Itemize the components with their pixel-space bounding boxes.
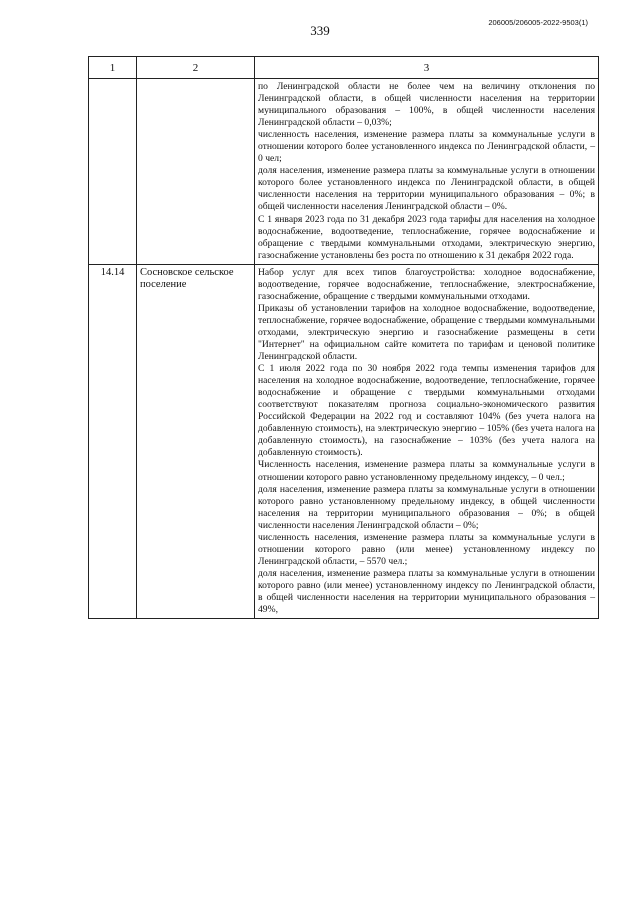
table-header-row bbox=[89, 57, 599, 79]
row-settlement-name: Сосновское сельское поселение bbox=[137, 264, 255, 618]
paragraph: Численность населения, изменение размера платы за коммунальные услуги в отношении которого равно установленному предельному индексу, – 0 чел.; bbox=[258, 459, 595, 483]
paragraph: доля населения, изменение размера платы за коммунальные услуги в отношении которого равно установленному предельному индексу, в общей численности населения на территории муниципального образования – 0%; в общей численности населения Ленинградской области – 0%; bbox=[258, 483, 595, 531]
paragraph: С 1 июля 2022 года по 30 ноября 2022 года темпы изменения тарифов для населения на холодное водоснабжение, водоотведение, теплоснабжение, горячее водоснабжение и обращение с твердыми коммунальными отходами соответствуют показателям прогноза социально-экономического развития Российской Федерации на 2022 год и составляют 104% (без учета налога на добавленную стоимость), на электрическую энергию – 105% (без учета налога на добавленную стоимость), на газоснабжение – 103% (без учета налога на добавленную стоимость). bbox=[258, 363, 595, 459]
column-header-3: 3 bbox=[255, 57, 599, 79]
paragraph: по Ленинградской области не более чем на величину отклонения по Ленинградской области, в общей численности населения на территории муниципального образования – 100%, в общей численности населения Ленинградской области – 0,03%; bbox=[258, 81, 595, 129]
paragraph: С 1 января 2023 года по 31 декабря 2023 года тарифы для населения на холодное водоснабжение, водоотведение, теплоснабжение, горячее водоснабжение и обращение с твердыми коммунальными отходами, электрическую энергию, газоснабжение установлены без роста по отношению к 31 декабря 2022 года. bbox=[258, 213, 595, 261]
paragraph: доля населения, изменение размера платы за коммунальные услуги в отношении которого более установленного индекса по Ленинградской области, в общей численности населения на территории муниципального образования – 0%; в общей численности населения Ленинградской области – 0%. bbox=[258, 165, 595, 213]
row-number: 14.14 bbox=[89, 264, 137, 618]
page-number: 339 bbox=[310, 23, 330, 38]
paragraph: численность населения, изменение размера платы за коммунальные услуги в отношении которого равно (или менее) установленному индексу по Ленинградской области, – 5570 чел.; bbox=[258, 531, 595, 567]
document-code: 206005/206005-2022-9503(1) bbox=[488, 18, 588, 27]
row-description bbox=[255, 79, 599, 265]
row-description bbox=[255, 264, 599, 618]
paragraph: Набор услуг для всех типов благоустройства: холодное водоснабжение, водоотведение, горячее водоснабжение, теплоснабжение, электроснабжение, газоснабжение, обращение с твердыми коммунальными отходами. bbox=[258, 266, 595, 302]
column-header-1: 1 bbox=[89, 57, 137, 79]
table-row-continued bbox=[89, 79, 599, 265]
row-settlement-name bbox=[137, 79, 255, 265]
paragraph: доля населения, изменение размера платы за коммунальные услуги в отношении которого равно (или менее) установленному индексу по Ленинградской области, в общей численности населения на территории муниципального образования – 49%, bbox=[258, 567, 595, 616]
column-header-2: 2 bbox=[137, 57, 255, 79]
row-number bbox=[89, 79, 137, 265]
tariff-table bbox=[88, 56, 599, 619]
paragraph: Приказы об установлении тарифов на холодное водоснабжение, водоотведение, теплоснабжение, горячее водоснабжение, обращение с твердыми коммунальными отходами, электрическую энергию и газоснабжение размещены в сети "Интернет" на официальном сайте комитета по тарифам и ценовой политике Ленинградской области. bbox=[258, 302, 595, 363]
table-row-14-14 bbox=[89, 264, 599, 618]
paragraph: численность населения, изменение размера платы за коммунальные услуги в отношении которого более установленного индекса по Ленинградской области, – 0 чел; bbox=[258, 129, 595, 165]
